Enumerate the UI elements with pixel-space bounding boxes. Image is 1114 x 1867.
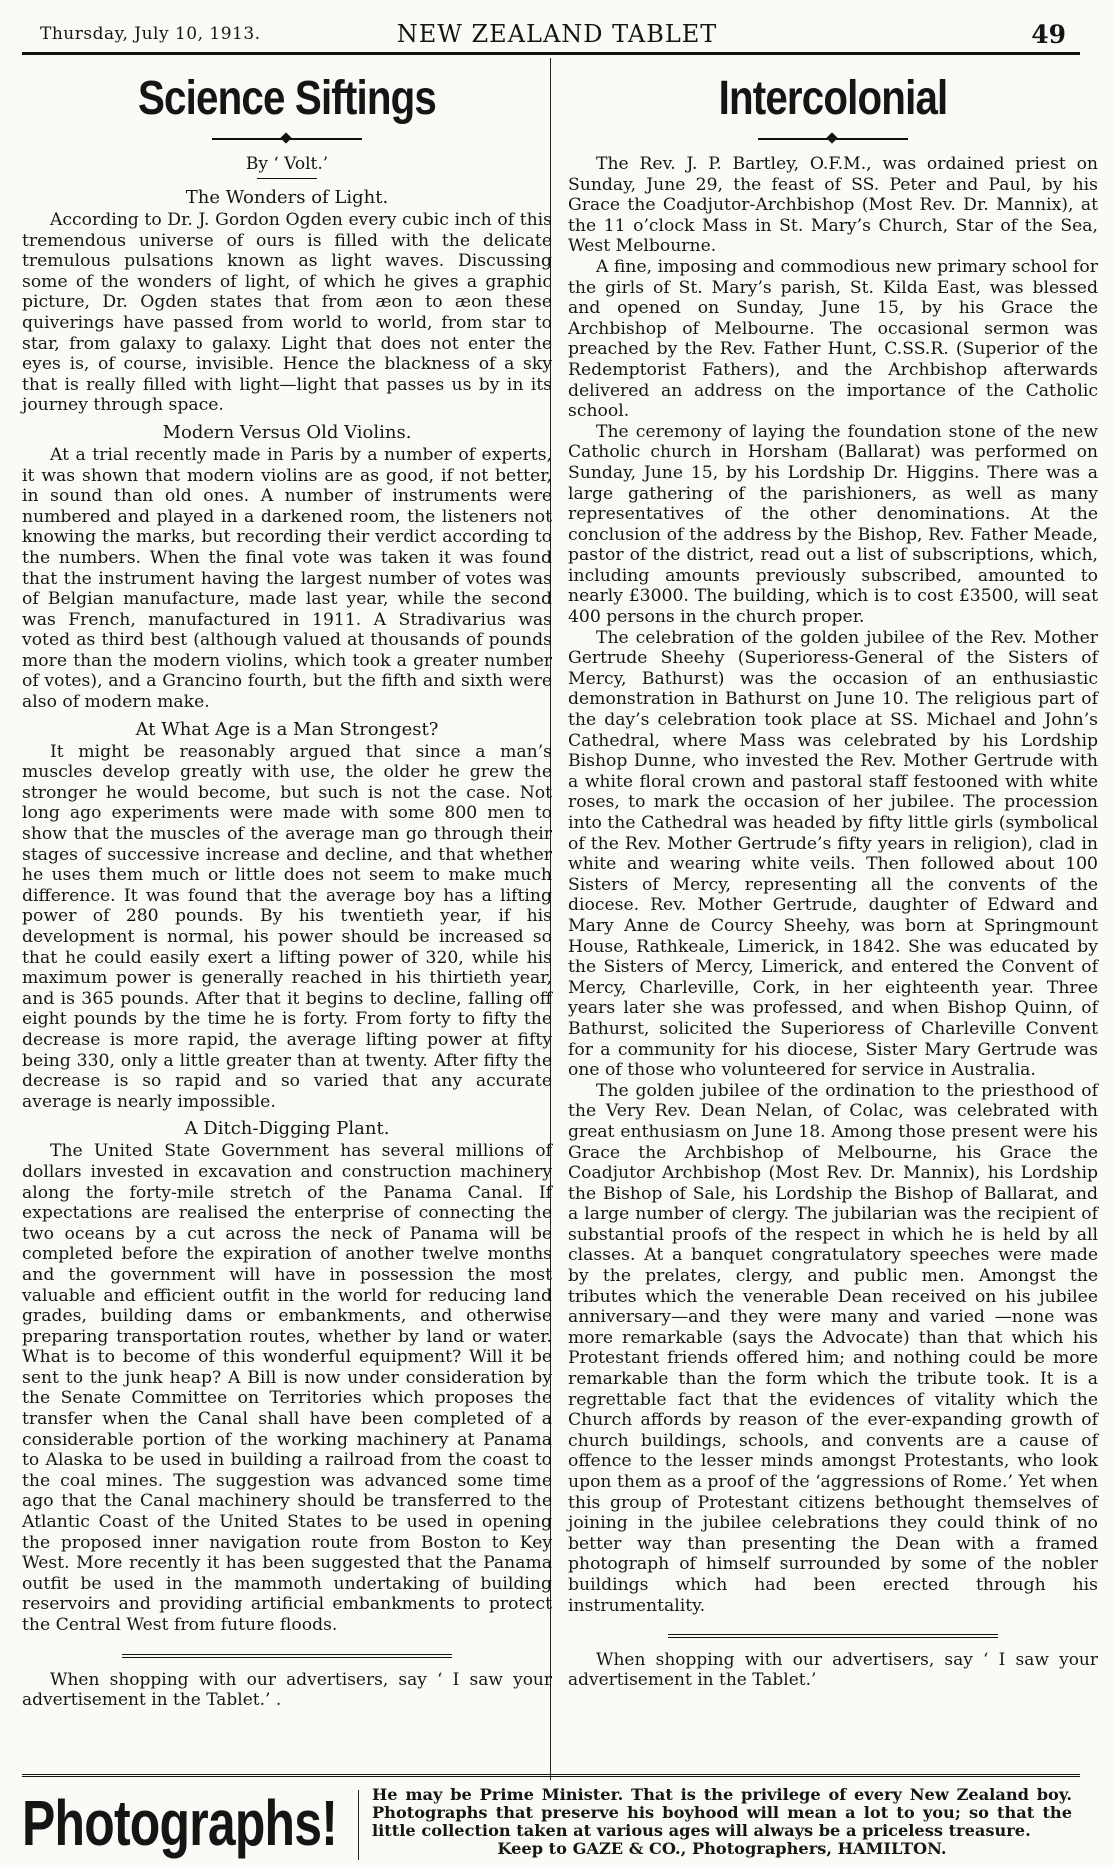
photographs-advertisement xyxy=(22,1784,1080,1864)
section-heading: At What Age is a Man Strongest? xyxy=(135,718,439,740)
column-title: Science Siftings xyxy=(137,72,437,125)
advertisement-signature: Keep to GAZE & CO., Photographers, HAMILTON. xyxy=(497,1839,947,1858)
article-paragraph: A fine, imposing and commodious new primary school for the girls of St. Mary’s parish, St. Kilda East, was blessed and opened on Sunday, June 15, by his Grace the Archbishop of Melbourne. The occasional sermon was preached by the Rev. Father Hunt, C.SS.R. (Superior of the Redemptorist Fathers), and the Archbishop afterwards delivered an address on the importance of the Catholic school. xyxy=(568,256,1098,422)
section-heading: The Wonders of Light. xyxy=(185,187,389,208)
banner-divider xyxy=(358,1790,359,1860)
advertiser-notice: When shopping with our advertisers, say ‘ I saw your advertisement in the Tablet.’ . xyxy=(22,1669,552,1710)
article-paragraph: At a trial recently made in Paris by a number of experts, it was shown that modern violins are as good, if not better, in sound than old ones. A number of instruments were numbered and played in a darkened room, the listeners not knowing the marks, but recording their verdict according to the numbers. When the final vote was taken it was found that the instrument having the largest number of votes was of Belgian manufacture, made last year, while the second was French, manufactured in 1911. A Stradivarius was voted as third best (although valued at thousands of pounds more than the modern violins, which took a greater number of votes), and a Grancino fourth, but the fifth and sixth were also of modern make. xyxy=(22,444,552,713)
advertiser-notice: When shopping with our advertisers, say ‘ I saw your advertisement in the Tablet.’ xyxy=(568,1650,1098,1691)
issue-date: Thursday, July 10, 1913. xyxy=(40,24,261,44)
article-paragraph: The celebration of the golden jubilee of the Rev. Mother Gertrude Sheehy (Superioress-General of the Sisters of Mercy, Bathurst) was the occasion of an enthusiastic demonstration in Bathurst on June 10. The religious part of the day’s celebration took place at SS. Michael and John’s Cathedral, where Mass was celebrated by his Lordship Bishop Dunne, who invested the Rev. Mother Gertrude with a white floral crown and pastoral staff festooned with white roses, to mark the occasion of her jubilee. The procession into the Cathedral was headed by fifty little girls (symbolical of the Rev. Mother Gertrude’s fifty years in religion), clad in white and wearing white veils. Then followed about 100 Sisters of Mercy, representing all the convents of the diocese. Rev. Mother Gertrude, daughter of Edward and Mary Anne de Courcy Sheehy, was born at Springmount House, Rathkeale, Limerick, in 1842. She was educated by the Sisters of Mercy, Limerick, and entered the Convent of Mercy, Charleville, Cork, in her eighteenth year. Three years later she was professed, and when Bishop Quinn, of Bathurst, solicited the Superioress of Charleville Convent for a community for his diocese, Sister Mary Gertrude was one of those who volunteered for service in Australia. xyxy=(568,627,1098,1081)
ornament-rule xyxy=(758,134,908,144)
intercolonial-column xyxy=(568,70,1098,1690)
science-siftings-column xyxy=(22,70,552,1710)
article-paragraph: According to Dr. J. Gordon Ogden every cubic inch of this tremendous universe of ours is filled with the delicate tremulous pulsations known as light waves. Discussing some of the wonders of light, of which he gives a graphic picture, Dr. Ogden states that from æon to æon these quiverings have passed from world to world, from star to star, from galaxy to galaxy. Light that does not enter the eyes is, of course, invisible. Hence the blackness of a sky that is really filled with light—light that passes us by in its journey through space. xyxy=(22,210,552,416)
advertisement-body: He may be Prime Minister. That is the privilege of every New Zealand boy. Photographs that preserve his boyhood will mean a lot to you; so that the little collection taken at various ages will always be a priceless treasure. xyxy=(372,1785,1072,1840)
newspaper-title: NEW ZEALAND TABLET xyxy=(396,20,718,48)
article-paragraph: It might be reasonably argued that since a man’s muscles develop greatly with use, the older he grew the stronger he would become, but such is not the case. Not long ago experiments were made with some 800 men to show that the muscles of the average man go through their stages of successive increase and decline, and that whether he uses them much or little does not seem to make much difference. It was found that the average boy has a lifting power of 280 pounds. By his twentieth year, if his development is normal, his power should be increased so that he could easily exert a lifting power of 320, while his maximum power is generally reached in his thirtieth year, and is 365 pounds. After that it begins to decline, falling off eight pounds by the time he is forty. From forty to fifty the decrease is more rapid, the average lifting power at fifty being 330, only a little greater than at twenty. After fifty the decrease is so rapid and so varied that any accurate average is nearly impossible. xyxy=(22,741,552,1112)
ornament-rule xyxy=(212,134,362,144)
banner-rule xyxy=(22,1774,1080,1779)
byline-rule xyxy=(257,178,317,179)
column-title: Intercolonial xyxy=(718,72,948,125)
advertisement-title: Photographs! xyxy=(22,1787,338,1859)
advertisement-text xyxy=(372,1786,1072,1858)
article-paragraph: The United State Government has several millions of dollars invested in excavation and construction machinery along the forty-mile stretch of the Panama Canal. If expectations are realised the enterprise of connecting the two oceans by a cut across the neck of Panama will be completed before the expiration of another twelve months and the government will have in possession the most valuable and efficient outfit in the world for reducing land grades, building dams or embankments, and otherwise preparing transportation routes, whether by land or water. What is to become of this wonderful equipment? Will it be sent to the junk heap? A Bill is now under consideration by the Senate Committee on Territories which proposes the transfer when the Canal shall have been completed of a considerable portion of the working machinery at Panama to Alaska to be used in building a railroad from the coast to the coal mines. The suggestion was advanced some time ago that the Canal machinery should be transferred to the Atlantic Coast of the United States to be used in opening the proposed inner navigation route from Boston to Key West. More recently it has been suggested that the Panama outfit be used in the mammoth undertaking of building reservoirs and providing artificial embankments to protect the Central West from future floods. xyxy=(22,1141,552,1635)
masthead xyxy=(22,6,1092,49)
article-paragraph: The ceremony of laying the foundation stone of the new Catholic church in Horsham (Ballarat) was performed on Sunday, June 15, by his Lordship Dr. Higgins. There was a large gathering of the parishioners, as well as many representatives of the other denominations. At the conclusion of the address by the Bishop, Rev. Father Meade, pastor of the district, read out a list of subscriptions, which, including amounts previously subscribed, amounted to nearly £3000. The building, which is to cost £3500, will seat 400 persons in the church proper. xyxy=(568,421,1098,628)
section-heading: Modern Versus Old Violins. xyxy=(162,421,412,443)
article-paragraph: The golden jubilee of the ordination to the priesthood of the Very Rev. Dean Nelan, of Colac, was celebrated with great enthusiasm on June 18. Among those present were his Grace the Archbishop of Melbourne, his Grace the Coadjutor Archbishop (Most Rev. Dr. Mannix), his Lordship the Bishop of Sale, his Lordship the Bishop of Ballarat, and a large number of clergy. The jubilarian was the recipient of substantial proofs of the respect in which he is held by all classes. At a banquet congratulatory speeches were made by the prelates, clergy, and public men. Amongst the tributes which the venerable Dean received on his jubilee anniversary—and they were many and varied —none was more remarkable (says the Advocate) than that which his Protestant friends offered him; and nothing could be more remarkable than the form which the tribute took. It is a regrettable fact that the evidences of vitality which the Church affords by reason of the ever-expanding growth of church buildings, schools, and convents are a cause of offence to the lesser minds amongst Protestants, who look upon them as a proof of the ‘aggressions of Rome.’ Yet when this group of Protestant citizens bethought themselves of joining in the jubilee celebrations they could think of no better way than presenting the Dean with a framed photograph of himself surrounded by some of the nobler buildings which had been erected through his instrumentality. xyxy=(568,1080,1098,1616)
page-number: 49 xyxy=(1031,20,1066,49)
end-rule xyxy=(122,1654,452,1660)
byline: By ‘ Volt.’ xyxy=(245,154,329,174)
end-rule xyxy=(668,1634,998,1640)
article-paragraph: The Rev. J. P. Bartley, O.F.M., was ordained priest on Sunday, June 29, the feast of SS. Peter and Paul, by his Grace the Coadjutor-Archbishop (Most Rev. Dr. Mannix), at the 11 o’clock Mass in St. Mary’s Church, Star of the Sea, West Melbourne. xyxy=(568,154,1098,257)
section-heading: A Ditch-Digging Plant. xyxy=(184,1118,390,1140)
masthead-rule xyxy=(22,52,1080,55)
